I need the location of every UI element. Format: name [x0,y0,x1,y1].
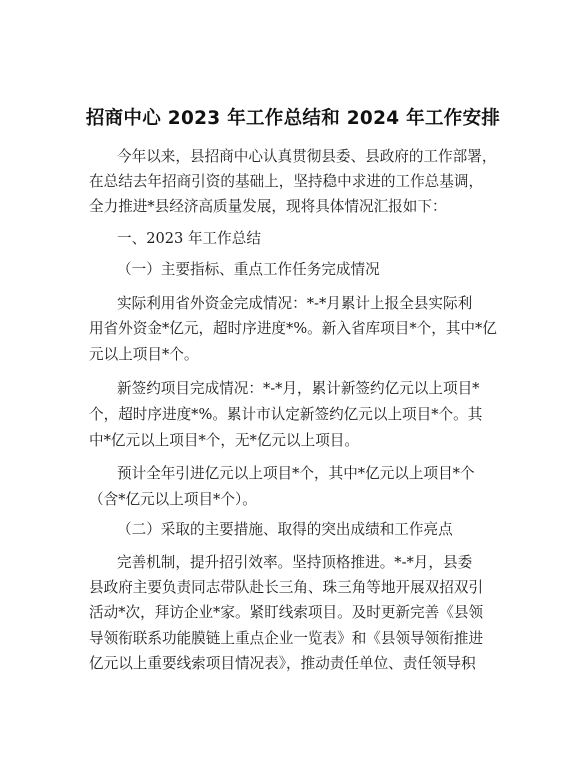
paragraph-line: 导领衔联系功能膜链上重点企业一览表》和《县领导领衔推进 [89,630,484,647]
paragraph-line: 全力推进*县经济高质量发展，现将具体情况汇报如下： [89,198,447,215]
paragraph-line: 活动*次，拜访企业*家。紧盯线索项目。及时更新完善《县领 [89,604,484,621]
paragraph-line: 个，超时序进度*%。累计市认定新签约亿元以上项目*个。其 [89,406,483,423]
paragraph-line: （含*亿元以上项目*个）。 [89,491,257,508]
paragraph-line: 预计全年引进亿元以上项目*个，其中*亿元以上项目*个 [117,465,475,482]
paragraph-line: 元以上项目*个。 [89,346,199,363]
subsection-heading: （二）采取的主要措施、取得的突出成绩和工作亮点 [117,521,453,538]
paragraph-line: 完善机制，提升招引效率。坚持顶格推进。*-*月，县委 [117,554,473,571]
paragraph-line: 今年以来，县招商中心认真贯彻县委、县政府的工作部署， [117,148,497,165]
document-title: 招商中心 2023 年工作总结和 2024 年工作安排 [85,108,501,129]
paragraph-line: 中*亿元以上项目*个，无*亿元以上项目。 [89,432,359,449]
subsection-heading: （一）主要指标、重点工作任务完成情况 [117,261,380,278]
paragraph-line: 亿元以上重要线索项目情况表》，推动责任单位、责任领导积 [89,655,476,672]
paragraph-line: 实际利用省外资金完成情况：*-*月累计上报全县实际利 [117,295,473,312]
paragraph-line: 县政府主要负责同志带队赴长三角、珠三角等地开展双招双引 [89,579,484,596]
paragraph-line: 在总结去年招商引资的基础上，坚持稳中求进的工作总基调， [89,173,484,190]
paragraph-line: 用省外资金*亿元，超时序进度*%。新入省库项目*个，其中*亿 [89,320,497,337]
section-heading: 一、2023 年工作总结 [117,230,261,247]
paragraph-line: 新签约项目完成情况：*-*月，累计新签约亿元以上项目* [117,380,480,397]
